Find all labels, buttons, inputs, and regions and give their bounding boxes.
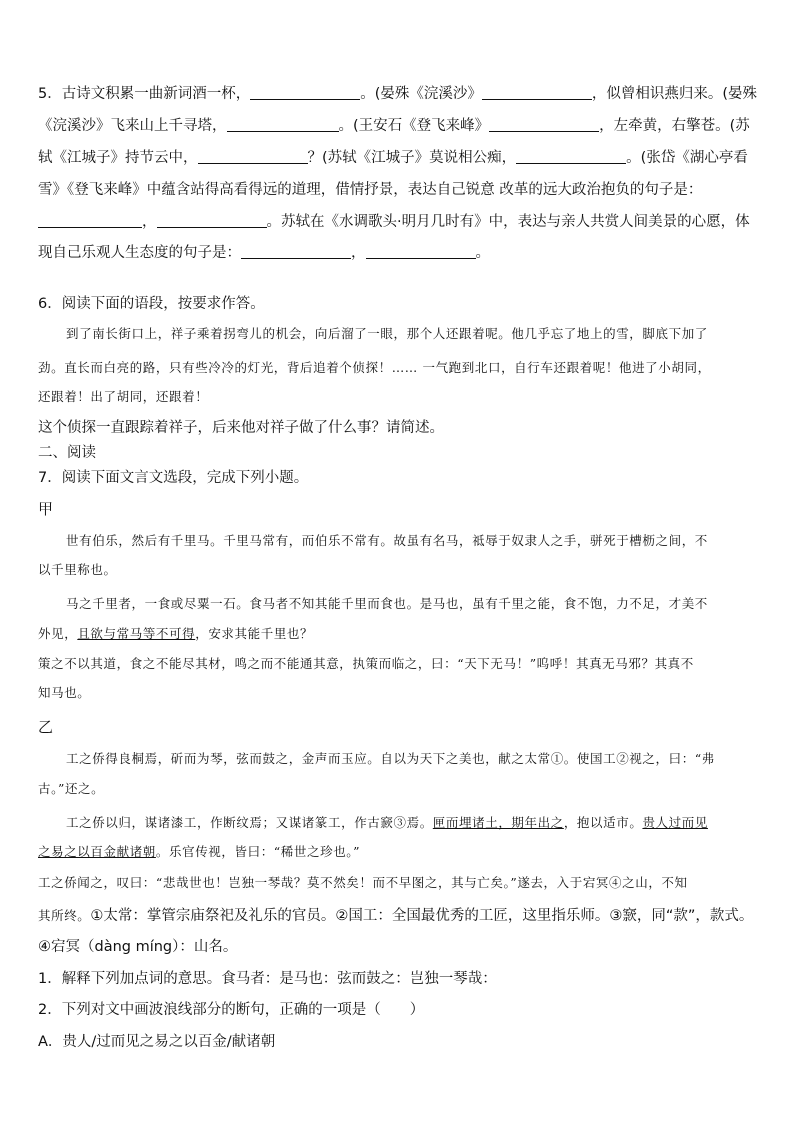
passage-c-line-2: 知马也。 xyxy=(38,685,91,700)
q5-line-3: 轼《江城子》持节云中， ？(苏轼《江城子》莫说相公痴， 。(张岱《湖心亭看 xyxy=(38,150,748,166)
passage-a-line-2: 以千里称也。 xyxy=(38,562,117,577)
option-a[interactable]: A．贵人/过而见之易之以百金/献诸朝 xyxy=(38,1034,276,1050)
answer-blank[interactable] xyxy=(157,213,267,229)
answer-blank[interactable] xyxy=(250,85,360,101)
passage-e-line-1: 工之侨以归，谋诸漆工，作断纹焉；又谋诸篆工，作古窾③焉。匣而埋诸土，期年出之，抱以适市。贵人过而见 xyxy=(66,815,708,830)
q6-heading: 6．阅读下面的语段，按要求作答。 xyxy=(38,296,265,312)
passage-d-line-1: 工之侨得良桐焉，斫而为琴，弦而鼓之，金声而玉应。自以为天下之美也，献之太常①。使国工②视之，曰：“弗 xyxy=(66,751,715,766)
answer-blank[interactable] xyxy=(366,244,476,260)
passage-f-line-1: 工之侨闻之，叹曰：“悲哉世也！岂独一琴哉？莫不然矣！而不早图之，其与亡矣。”遂去，入于宕冥④之山，不知 xyxy=(38,875,688,890)
passage-a-line-1: 世有伯乐，然后有千里马。千里马常有，而伯乐不常有。故虽有名马，祗辱于奴隶人之手，骈死于槽枥之间，不 xyxy=(66,533,708,548)
q5-line-2: 《浣溪沙》飞来山上千寻塔， 。(王安石《登飞来峰》 ，左牵黄，右擎苍。(苏 xyxy=(38,118,750,134)
answer-blank[interactable] xyxy=(516,149,626,165)
passage-f-line-2: 其所终。①太常：掌管宗庙祭祀及礼乐的官员。②国工：全国最优秀的工匠，这里指乐师。③窾，同“款”，款式。 xyxy=(38,908,754,924)
q6-passage-line-3: 还跟着！出了胡同，还跟着！ xyxy=(38,389,209,404)
q6-question: 这个侦探一直跟踪着祥子，后来他对祥子做了什么事？请简述。 xyxy=(38,420,444,436)
answer-blank[interactable] xyxy=(489,117,599,133)
answer-blank[interactable] xyxy=(482,85,592,101)
passage-label-yi: 乙 xyxy=(38,718,54,736)
q5-line-5: ， 。苏轼在《水调歌头·明月几时有》中，表达与亲人共赏人间美景的心愿，体 xyxy=(38,210,758,231)
wavy-underlined-phrase: 贵人过而见 xyxy=(642,815,708,830)
passage-d-line-2: 古。”还之。 xyxy=(38,781,105,796)
sub-question-1: 1．解释下列加点词的意思。食马者：是马也：弦而鼓之：岂独一琴哉： xyxy=(38,971,497,987)
passage-e-line-2: 之易之以百金献诸朝。乐官传视，皆曰：“稀世之珍也。” xyxy=(38,844,361,859)
underlined-phrase: 且欲与常马等不可得 xyxy=(77,626,196,641)
q7-heading: 7．阅读下面文言文选段，完成下列小题。 xyxy=(38,470,309,486)
q6-passage-line-2: 劲。直长而白亮的路，只有些冷冷的灯光，背后追着个侦探！…… 一气跑到北口，自行车还跟着呢！他进了小胡同， xyxy=(38,360,711,375)
q5-line-1: 5．古诗文积累一曲新词酒一杯， 。(晏殊《浣溪沙》 ，似曾相识燕归来。(晏殊 xyxy=(38,86,758,102)
passage-c-line-1: 策之不以其道，食之不能尽其材，鸣之而不能通其意，执策而临之，曰：“天下无马！”呜呼！其真无马邪？其真不 xyxy=(38,656,694,671)
q5-line-6: 现自己乐观人生态度的句子是： ， 。 xyxy=(38,245,490,261)
sub-question-2: 2．下列对文中画波浪线部分的断句，正确的一项是（ ） xyxy=(38,1002,425,1018)
answer-blank[interactable] xyxy=(198,149,308,165)
answer-blank[interactable] xyxy=(227,117,339,133)
answer-blank[interactable] xyxy=(38,213,142,229)
passage-b-line-2: 外见，且欲与常马等不可得，安求其能千里也？ xyxy=(38,626,314,641)
passage-label-jia: 甲 xyxy=(38,500,54,518)
q6-passage-line-1: 到了南长街口上，祥子乘着拐弯儿的机会，向后溜了一眼，那个人还跟着呢。他几乎忘了地上的雪，脚底下加了 xyxy=(66,326,708,341)
wavy-underlined-phrase: 之易之以百金献诸朝 xyxy=(38,844,156,859)
q5-line-4: 雪》《登飞来峰》中蕴含站得高看得远的道理，借情抒景，表达自己锐意 改革的远大政治抱负的句子是： xyxy=(38,182,703,198)
footnotes: ①太常：掌管宗庙祭祀及礼乐的官员。②国工：全国最优秀的工匠，这里指乐师。③窾，同“款”，款式。 xyxy=(90,908,754,924)
answer-blank[interactable] xyxy=(241,244,351,260)
underlined-phrase: 匣而埋诸土，期年出之 xyxy=(432,815,564,830)
section-heading: 二、阅读 xyxy=(38,445,96,461)
footnote-4: ④宕冥（dàng míng）：山名。 xyxy=(38,939,238,955)
passage-b-line-1: 马之千里者，一食或尽粟一石。食马者不知其能千里而食也。是马也，虽有千里之能，食不饱，力不足，才美不 xyxy=(66,596,708,611)
